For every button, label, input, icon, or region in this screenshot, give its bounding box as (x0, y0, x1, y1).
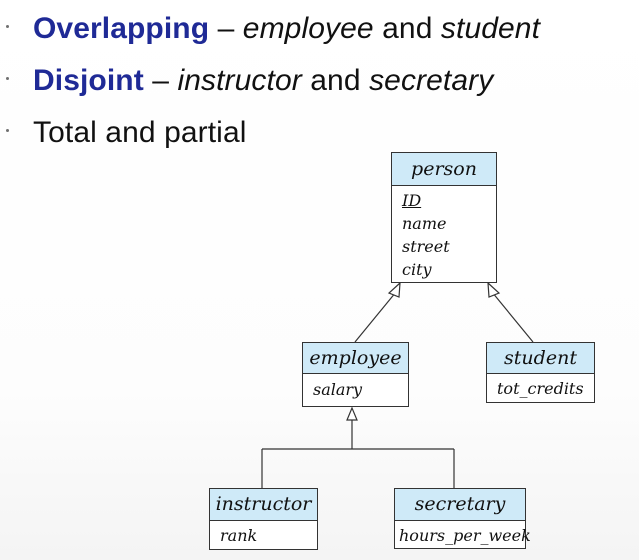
connector-student-person (492, 292, 533, 342)
entity-secretary (394, 488, 531, 549)
arrowhead-employee-generalization-icon (347, 408, 357, 420)
term-employee: employee (242, 12, 374, 45)
connector-employee-person (355, 292, 396, 342)
entity-attributes (395, 521, 531, 550)
entity-person (391, 152, 497, 283)
entity-attributes (392, 186, 496, 281)
entity-student (486, 342, 595, 403)
entity-header: person (392, 153, 496, 186)
entity-header: employee (303, 343, 408, 374)
attribute-city: city (402, 260, 432, 279)
term-student: student (440, 12, 541, 45)
attribute-rank: rank (220, 526, 258, 545)
attribute-salary: salary (313, 380, 363, 399)
entity-instructor (209, 488, 318, 550)
entity-header: instructor (210, 489, 317, 521)
joiner: and (301, 64, 370, 97)
separator: – (143, 64, 178, 97)
entity-header: secretary (395, 489, 525, 521)
term-secretary: secretary (369, 64, 494, 97)
arrowhead-student-icon (488, 283, 499, 297)
keyword-overlapping: Overlapping (33, 12, 210, 45)
entity-header: student (487, 343, 594, 374)
attribute-hours-per-week: hours_per_week (399, 526, 531, 545)
attribute-name: name (402, 214, 447, 233)
attribute-id: ID (402, 191, 422, 210)
joiner: and (373, 12, 441, 45)
keyword-disjoint: Disjoint (33, 64, 144, 97)
separator: – (209, 12, 243, 45)
attribute-street: street (402, 237, 450, 256)
entity-employee (302, 342, 409, 407)
entity-attributes (487, 374, 594, 404)
bullet-text: Total and partial (33, 116, 247, 149)
entity-attributes (210, 521, 317, 550)
arrowhead-employee-icon (389, 283, 400, 297)
entity-attributes (303, 374, 408, 406)
term-instructor: instructor (177, 64, 302, 97)
attribute-tot-credits: tot_credits (497, 379, 584, 398)
